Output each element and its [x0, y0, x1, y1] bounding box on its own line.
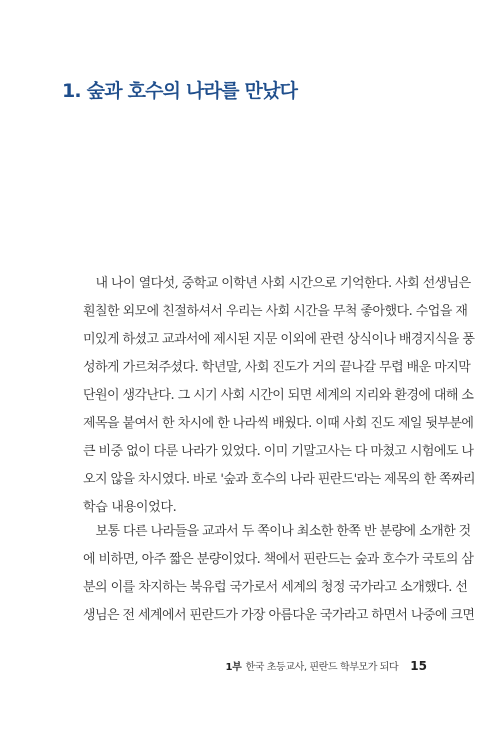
paragraph-line: 성하게 가르쳐주셨다. 학년말, 사회 진도가 거의 끝나갈 무렵 배운 마지막	[83, 360, 471, 375]
paragraph-line: 생님은 전 세계에서 핀란드가 가장 아름다운 국가라고 하면서 나중에 크면	[83, 608, 475, 623]
paragraph-line: 미있게 하셨고 교과서에 제시된 지문 이외에 관련 상식이나 배경지식을 풍	[83, 332, 475, 347]
paragraph-2	[83, 518, 475, 630]
paragraph-line: 보통 다른 나라들을 교과서 두 쪽이나 최소한 한쪽 반 분량에 소개한 것	[83, 524, 471, 539]
paragraph-line: 단원이 생각난다. 그 시기 사회 시간이 되면 세계의 지리와 환경에 대해 소	[83, 388, 474, 403]
paragraph-line: 내 나이 열다섯, 중학교 이학년 사회 시간으로 기억한다. 사회 선생님은	[83, 276, 471, 291]
paragraph-line: 학습 내용이었다.	[83, 500, 177, 515]
paragraph-line: 제목을 붙여서 한 차시에 한 나라씩 배웠다. 이때 사회 진도 제일 뒷부분에	[83, 416, 474, 431]
paragraph-line: 오지 않을 차시였다. 바로 '숲과 호수의 나라 핀란드'라는 제목의 한 쪽짜리	[83, 472, 476, 487]
footer-part-label: 1부	[225, 662, 242, 673]
paragraph-line: 큰 비중 없이 다룬 나라가 있었다. 이미 기말고사는 다 마쳤고 시험에도 나	[83, 444, 474, 459]
paragraph-line: 훤칠한 외모에 친절하셔서 우리는 사회 시간을 무척 좋아했다. 수업을 재	[83, 304, 468, 319]
page-footer	[225, 658, 427, 673]
page-number: 15	[410, 659, 427, 673]
chapter-title: 1. 숲과 호수의 나라를 만났다	[62, 80, 298, 102]
footer-book-title: 한국 초등교사, 핀란드 학부모가 되다	[245, 662, 399, 673]
paragraph-line: 분의 이를 차지하는 북유럽 국가로서 세계의 청정 국가라고 소개했다. 선	[83, 580, 468, 595]
paragraph-1	[83, 270, 476, 522]
paragraph-line: 에 비하면, 아주 짧은 분량이었다. 책에서 핀란드는 숲과 호수가 국토의 삼	[83, 552, 474, 567]
